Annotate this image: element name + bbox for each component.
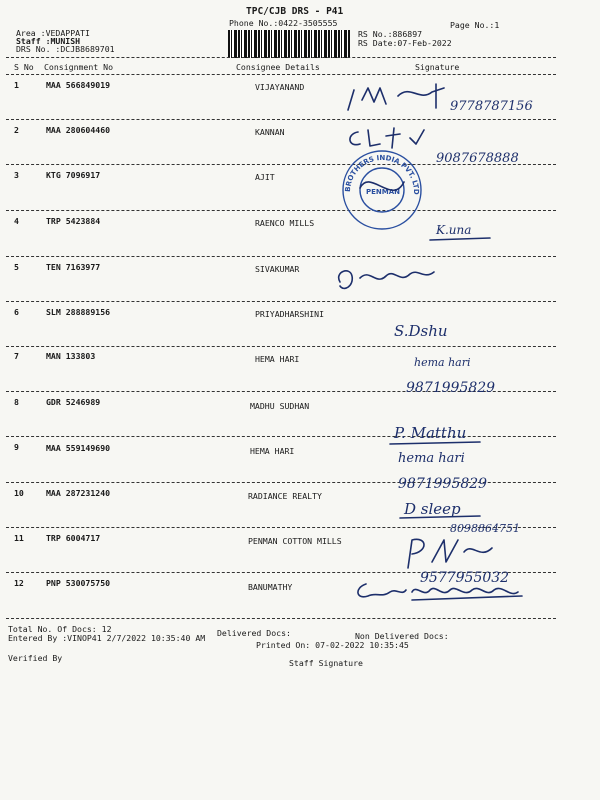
company-stamp [340,148,424,232]
consignee-name: KANNAN [255,127,285,137]
staff: Staff :MUNISH [16,36,81,46]
printed-on: Printed On: 07-02-2022 10:35:45 [256,640,409,650]
signature-text: P. Matthu [394,424,467,442]
signature-phone: 9871995829 [406,380,496,396]
divider [6,618,556,619]
consignment-number: SLM 288889156 [46,307,111,317]
col-consignee: Consignee Details [236,62,320,72]
signature-row-12 [352,578,552,608]
row-number: 12 [14,578,24,588]
signature-row-4 [430,218,510,244]
divider [6,301,556,302]
consignment-number: TRP 5423884 [46,216,101,226]
signature-row-6 [390,316,500,344]
row-number: 10 [14,488,24,498]
consignee-name: RADIANCE REALTY [248,491,322,501]
consignment-number: KTG 7096917 [46,170,101,180]
consignee-name: RAENCO MILLS [255,218,315,228]
non-delivered-docs: Non Delivered Docs: [355,631,449,641]
consignment-number: MAA 559149690 [46,443,111,453]
consignee-name: MADHU SUDHAN [250,401,310,411]
divider [6,210,556,211]
drs-number: DRS No. :DCJB8689701 [16,44,115,54]
signature-phone: 9087678888 [436,151,519,166]
row-number: 7 [14,351,19,361]
consignment-number: MAA 287231240 [46,488,111,498]
staff-signature: Staff Signature [289,658,363,668]
area: Area :VEDAPPATI [16,28,90,38]
consignee-name: AJIT [255,172,275,182]
signature-row-1 [340,78,560,118]
row-number: 2 [14,125,19,135]
row-number: 5 [14,262,19,272]
divider [6,57,556,58]
consignment-number: TRP 6004717 [46,533,101,543]
signature-name: hema hari [414,356,471,369]
phone-number: Phone No.:0422-3505555 [229,18,338,28]
col-sno: S No [14,62,34,72]
document-title: TPC/CJB DRS - P41 [246,6,344,17]
signature-name: hema hari [398,451,465,466]
row-number: 9 [14,442,19,452]
row-number: 11 [14,533,24,543]
col-consignment: Consignment No [44,62,114,72]
signature-row-7 [400,352,560,398]
consignee-name: PRIYADHARSHINI [255,309,325,319]
entered-by: Entered By :VINOP41 2/7/2022 10:35:40 AM [8,633,206,643]
verified-by: Verified By [8,653,63,663]
consignment-number: MAN 133803 [46,351,96,361]
row-number: 4 [14,216,19,226]
consignee-name: BANUMATHY [248,582,293,592]
consignment-number: TEN 7163977 [46,262,101,272]
signature-phone: 9871995829 [398,476,488,492]
consignee-name: HEMA HARI [255,354,300,364]
consignment-number: PNP 530075750 [46,578,111,588]
consignee-name: PENMAN COTTON MILLS [248,536,342,546]
consignee-name: HEMA HARI [250,446,295,456]
delivered-docs: Delivered Docs: [217,628,291,638]
stamp-inner-text: PENMAN [366,188,401,196]
signature-row-9 [392,446,552,492]
consignment-number: MAA 566849019 [46,80,111,90]
divider [6,346,556,347]
rs-date: RS Date:07-Feb-2022 [358,38,452,48]
stamp-text: BROTHERS INDIA PVT. LTD [343,153,421,195]
signature-phone: 9778787156 [450,99,533,114]
row-number: 3 [14,170,19,180]
divider [6,74,556,75]
consignment-number: MAA 280604460 [46,125,111,135]
signature-row-8 [390,418,510,448]
barcode [228,30,350,58]
row-number: 6 [14,307,19,317]
page-number: Page No.:1 [450,20,500,30]
col-signature: Signature [415,62,460,72]
consignment-number: GDR 5246989 [46,397,101,407]
signature-phone: 8098864751 [450,522,520,535]
signature-text: S.Dshu [394,322,448,340]
signature-text: K.una [436,223,472,237]
signature-text: D sleep [404,500,461,518]
signature-row-5 [330,262,450,296]
divider [6,256,556,257]
divider [6,119,556,120]
rs-number: RS No.:886897 [358,29,423,39]
total-docs: Total No. Of Docs: 12 [8,624,112,634]
consignee-name: VIJAYANAND [255,82,305,92]
consignee-name: SIVAKUMAR [255,264,300,274]
signature-phone: 9577955032 [420,570,510,586]
row-number: 1 [14,80,19,90]
row-number: 8 [14,397,19,407]
